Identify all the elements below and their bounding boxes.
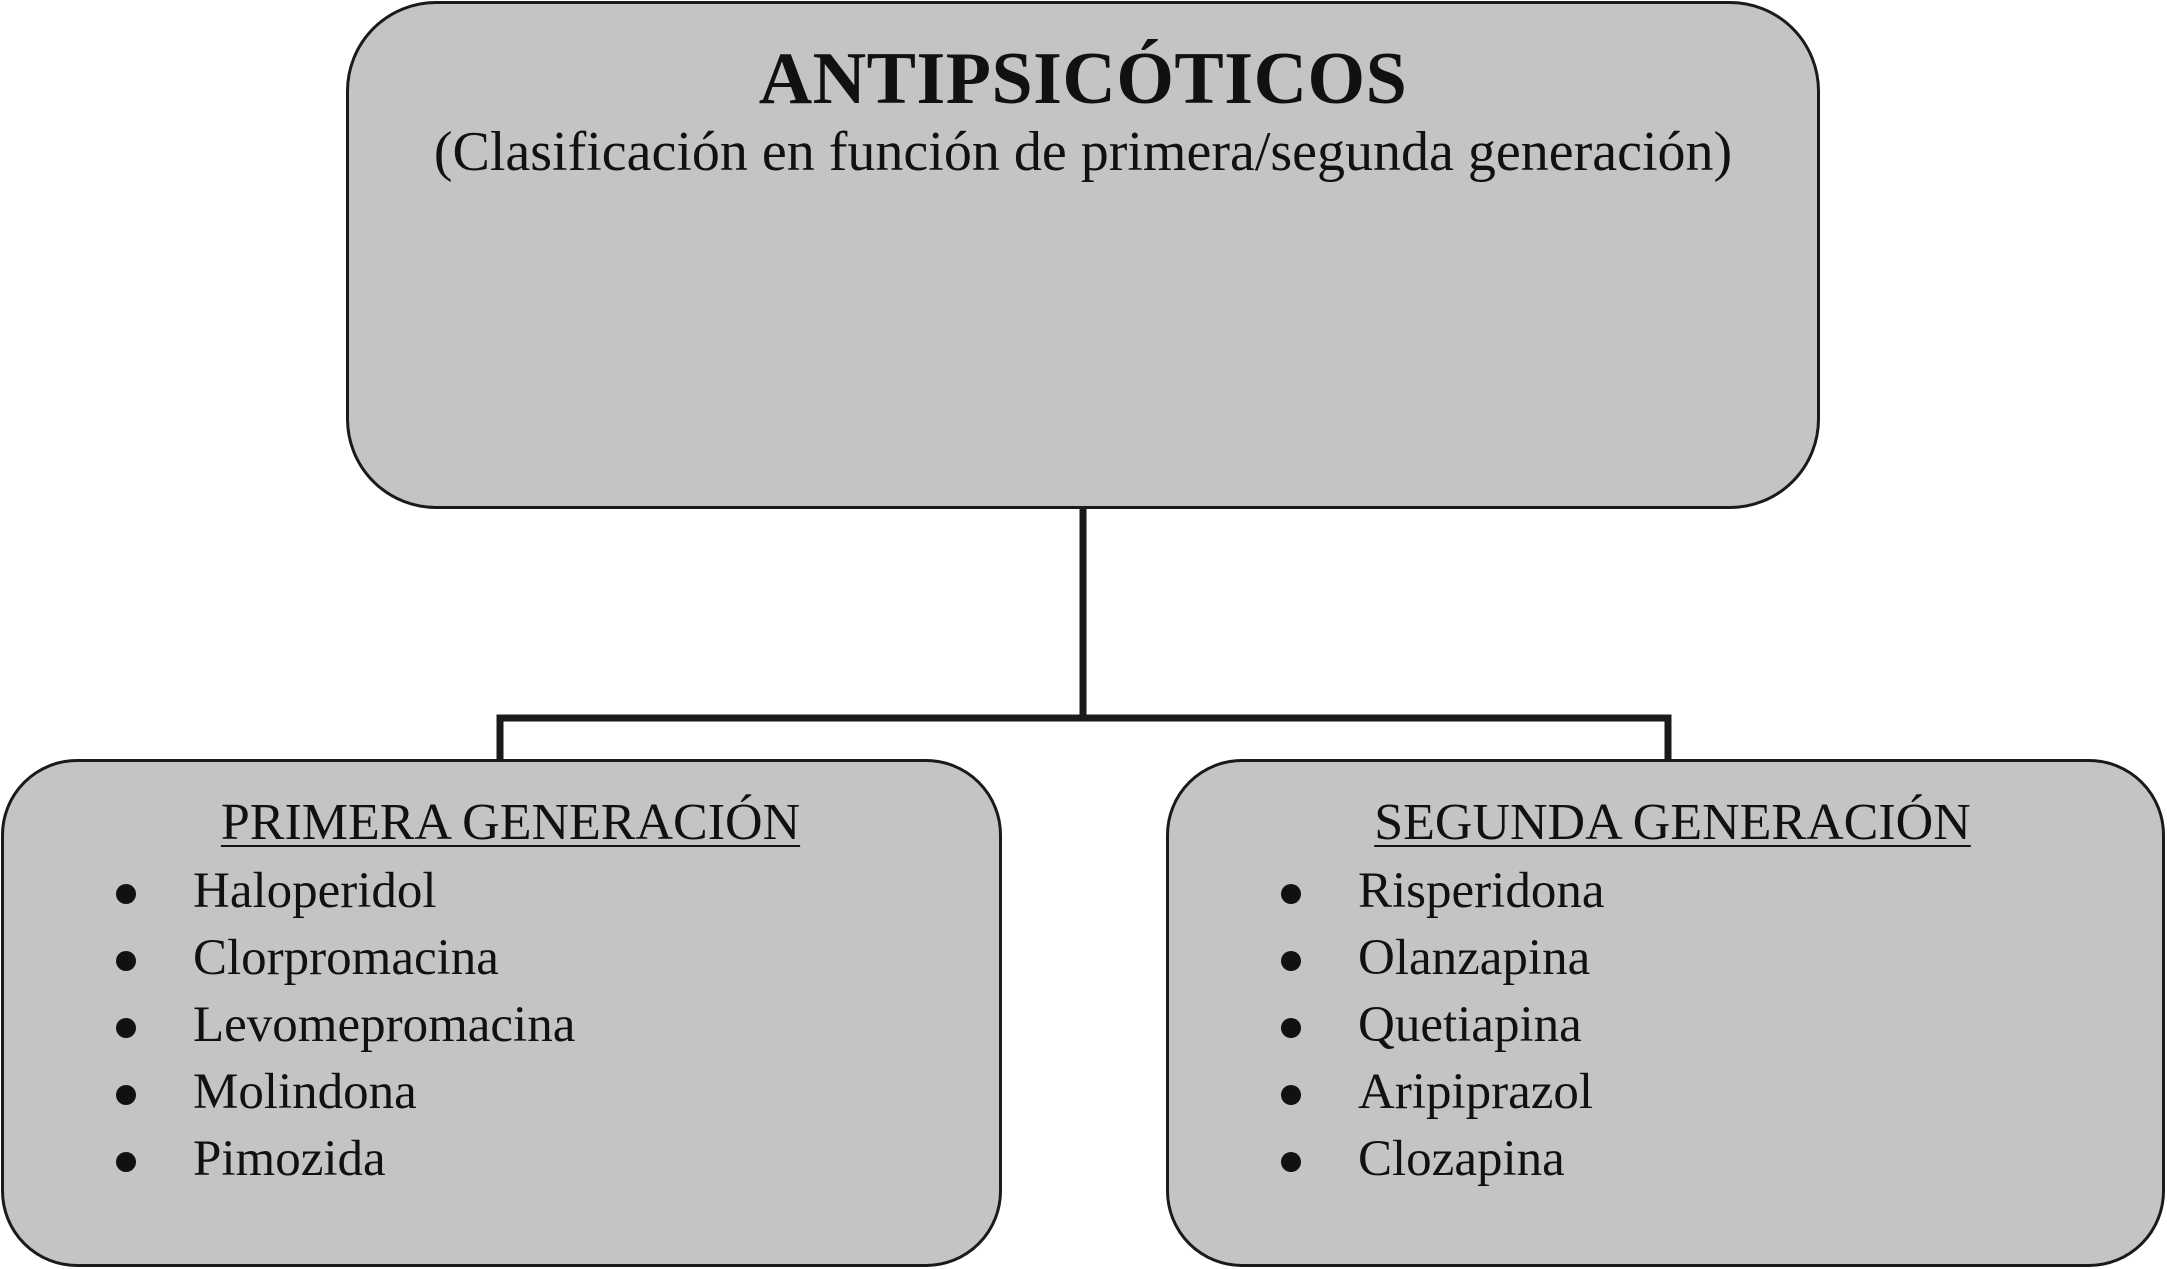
bullet-icon: [1281, 884, 1301, 904]
bullet-icon: [116, 1085, 136, 1105]
diagram-title: ANTIPSICÓTICOS: [758, 38, 1408, 120]
second-generation-header: SEGUNDA GENERACIÓN: [1374, 794, 1971, 851]
drug-name: Aripiprazol: [1358, 1064, 1594, 1120]
bullet-icon: [116, 1152, 136, 1172]
diagram-subtitle: (Clasificación en función de primera/segunda generación): [433, 121, 1733, 183]
first-generation-node: [1, 759, 1002, 1267]
drug-name: Olanzapina: [1358, 930, 1591, 986]
second-generation-node: [1166, 759, 2165, 1267]
root-node: [346, 1, 1820, 509]
drug-name: Haloperidol: [193, 863, 437, 919]
bullet-icon: [1281, 1018, 1301, 1038]
bullet-icon: [1281, 1085, 1301, 1105]
drug-name: Levomepromacina: [193, 997, 576, 1053]
bullet-icon: [116, 951, 136, 971]
bullet-icon: [116, 1018, 136, 1038]
drug-name: Risperidona: [1358, 863, 1605, 919]
drug-name: Clorpromacina: [193, 930, 499, 986]
drug-name: Molindona: [193, 1064, 417, 1120]
drug-name: Quetiapina: [1358, 997, 1582, 1053]
drug-name: Pimozida: [193, 1131, 386, 1187]
drug-name: Clozapina: [1358, 1131, 1565, 1187]
bullet-icon: [1281, 1152, 1301, 1172]
bullet-icon: [1281, 951, 1301, 971]
first-generation-header: PRIMERA GENERACIÓN: [220, 794, 801, 851]
bullet-icon: [116, 884, 136, 904]
